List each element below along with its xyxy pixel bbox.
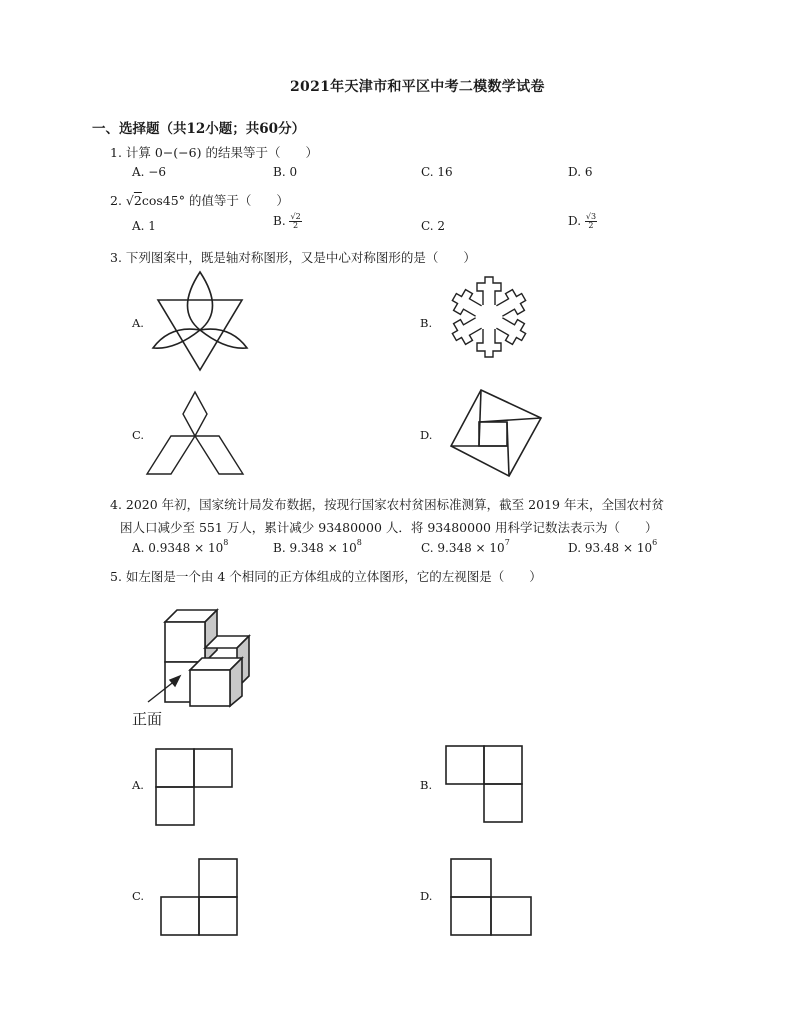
question-5-label-a: A. (132, 778, 144, 792)
sqrt-argument: 2 (133, 193, 142, 208)
question-2-option-a: A. 1 (132, 219, 156, 233)
question-2-option-d (568, 213, 597, 230)
question-4-option-a (132, 538, 229, 555)
question-5-stem: 5. 如左图是一个由 4 个相同的正方体组成的立体图形，它的左视图是（ ） (110, 569, 542, 584)
option-a-exponent: 8 (223, 538, 229, 547)
question-5-label-d: D. (420, 889, 433, 903)
option-d-exponent: 6 (652, 538, 658, 547)
figure-3c-three-rhombi (145, 390, 245, 478)
question-1-option-c: C. 16 (421, 165, 453, 179)
fraction-b (289, 213, 301, 230)
page-title: 2021年天津市和平区中考二模数学试卷 (290, 79, 545, 95)
option-a-base: A. 0.9348 × 10 (132, 541, 224, 555)
figure-3a-triangle-petals (155, 270, 245, 380)
figure-5c-view (160, 858, 240, 938)
section-heading: 一、选择题（共12小题；共60分） (92, 121, 306, 137)
figure-5a-view (155, 748, 235, 828)
question-3-label-a: A. (132, 316, 144, 330)
question-4-option-b (273, 538, 362, 555)
sqrt-symbol: √ (125, 193, 134, 208)
question-3-label-b: B. (420, 316, 433, 330)
figure-3b-snowflake (442, 270, 537, 365)
fraction-d (585, 213, 597, 230)
option-d-base: D. 93.48 × 10 (568, 541, 653, 555)
question-4-option-d (568, 538, 658, 555)
fraction-b-numerator: √2 (290, 212, 301, 221)
front-label: 正面 (132, 710, 163, 728)
question-3-label-c: C. (132, 428, 145, 442)
figure-5d-view (450, 858, 532, 938)
question-1-option-a: A. −6 (132, 165, 166, 179)
question-3-stem: 3. 下列图案中，既是轴对称图形，又是中心对称图形的是（ ） (110, 250, 476, 265)
question-5-label-c: C. (132, 889, 145, 903)
question-2-option-c: C. 2 (421, 219, 446, 233)
question-1-option-b: B. 0 (273, 165, 298, 179)
question-1-option-d: D. 6 (568, 165, 593, 179)
question-2-rest: cos45° 的值等于（ ） (141, 193, 289, 208)
option-c-base: C. 9.348 × 10 (421, 541, 505, 555)
question-1-stem: 1. 计算 0−(−6) 的结果等于（ ） (110, 145, 318, 160)
question-2-option-b (273, 213, 302, 230)
figure-5-cube-stack (130, 604, 255, 704)
fraction-b-denominator: 2 (293, 221, 299, 230)
question-4-line-1: 4. 2020 年初，国家统计局发布数据，按现行国家农村贫困标准测算，截至 2019 年末，全国农村贫 (110, 497, 664, 512)
question-3-label-d: D. (420, 428, 433, 442)
figure-3d-square-pinwheel (447, 388, 542, 478)
question-2-stem (110, 191, 289, 209)
option-b-exponent: 8 (356, 538, 362, 547)
question-4-line-2: 困人口减少至 551 万人，累计减少 93480000 人．将 93480000 用科学记数法表示为（ ） (120, 520, 658, 535)
option-c-exponent: 7 (504, 538, 510, 547)
option-b-base: B. 9.348 × 10 (273, 541, 357, 555)
fraction-d-numerator: √3 (585, 212, 597, 221)
option-b-prefix: B. (273, 214, 286, 228)
fraction-d-denominator: 2 (588, 221, 594, 230)
option-d-prefix: D. (568, 214, 582, 228)
question-2-number: 2. (110, 193, 122, 208)
figure-5b-view (445, 745, 525, 825)
question-4-option-c (421, 538, 510, 555)
question-5-label-b: B. (420, 778, 433, 792)
